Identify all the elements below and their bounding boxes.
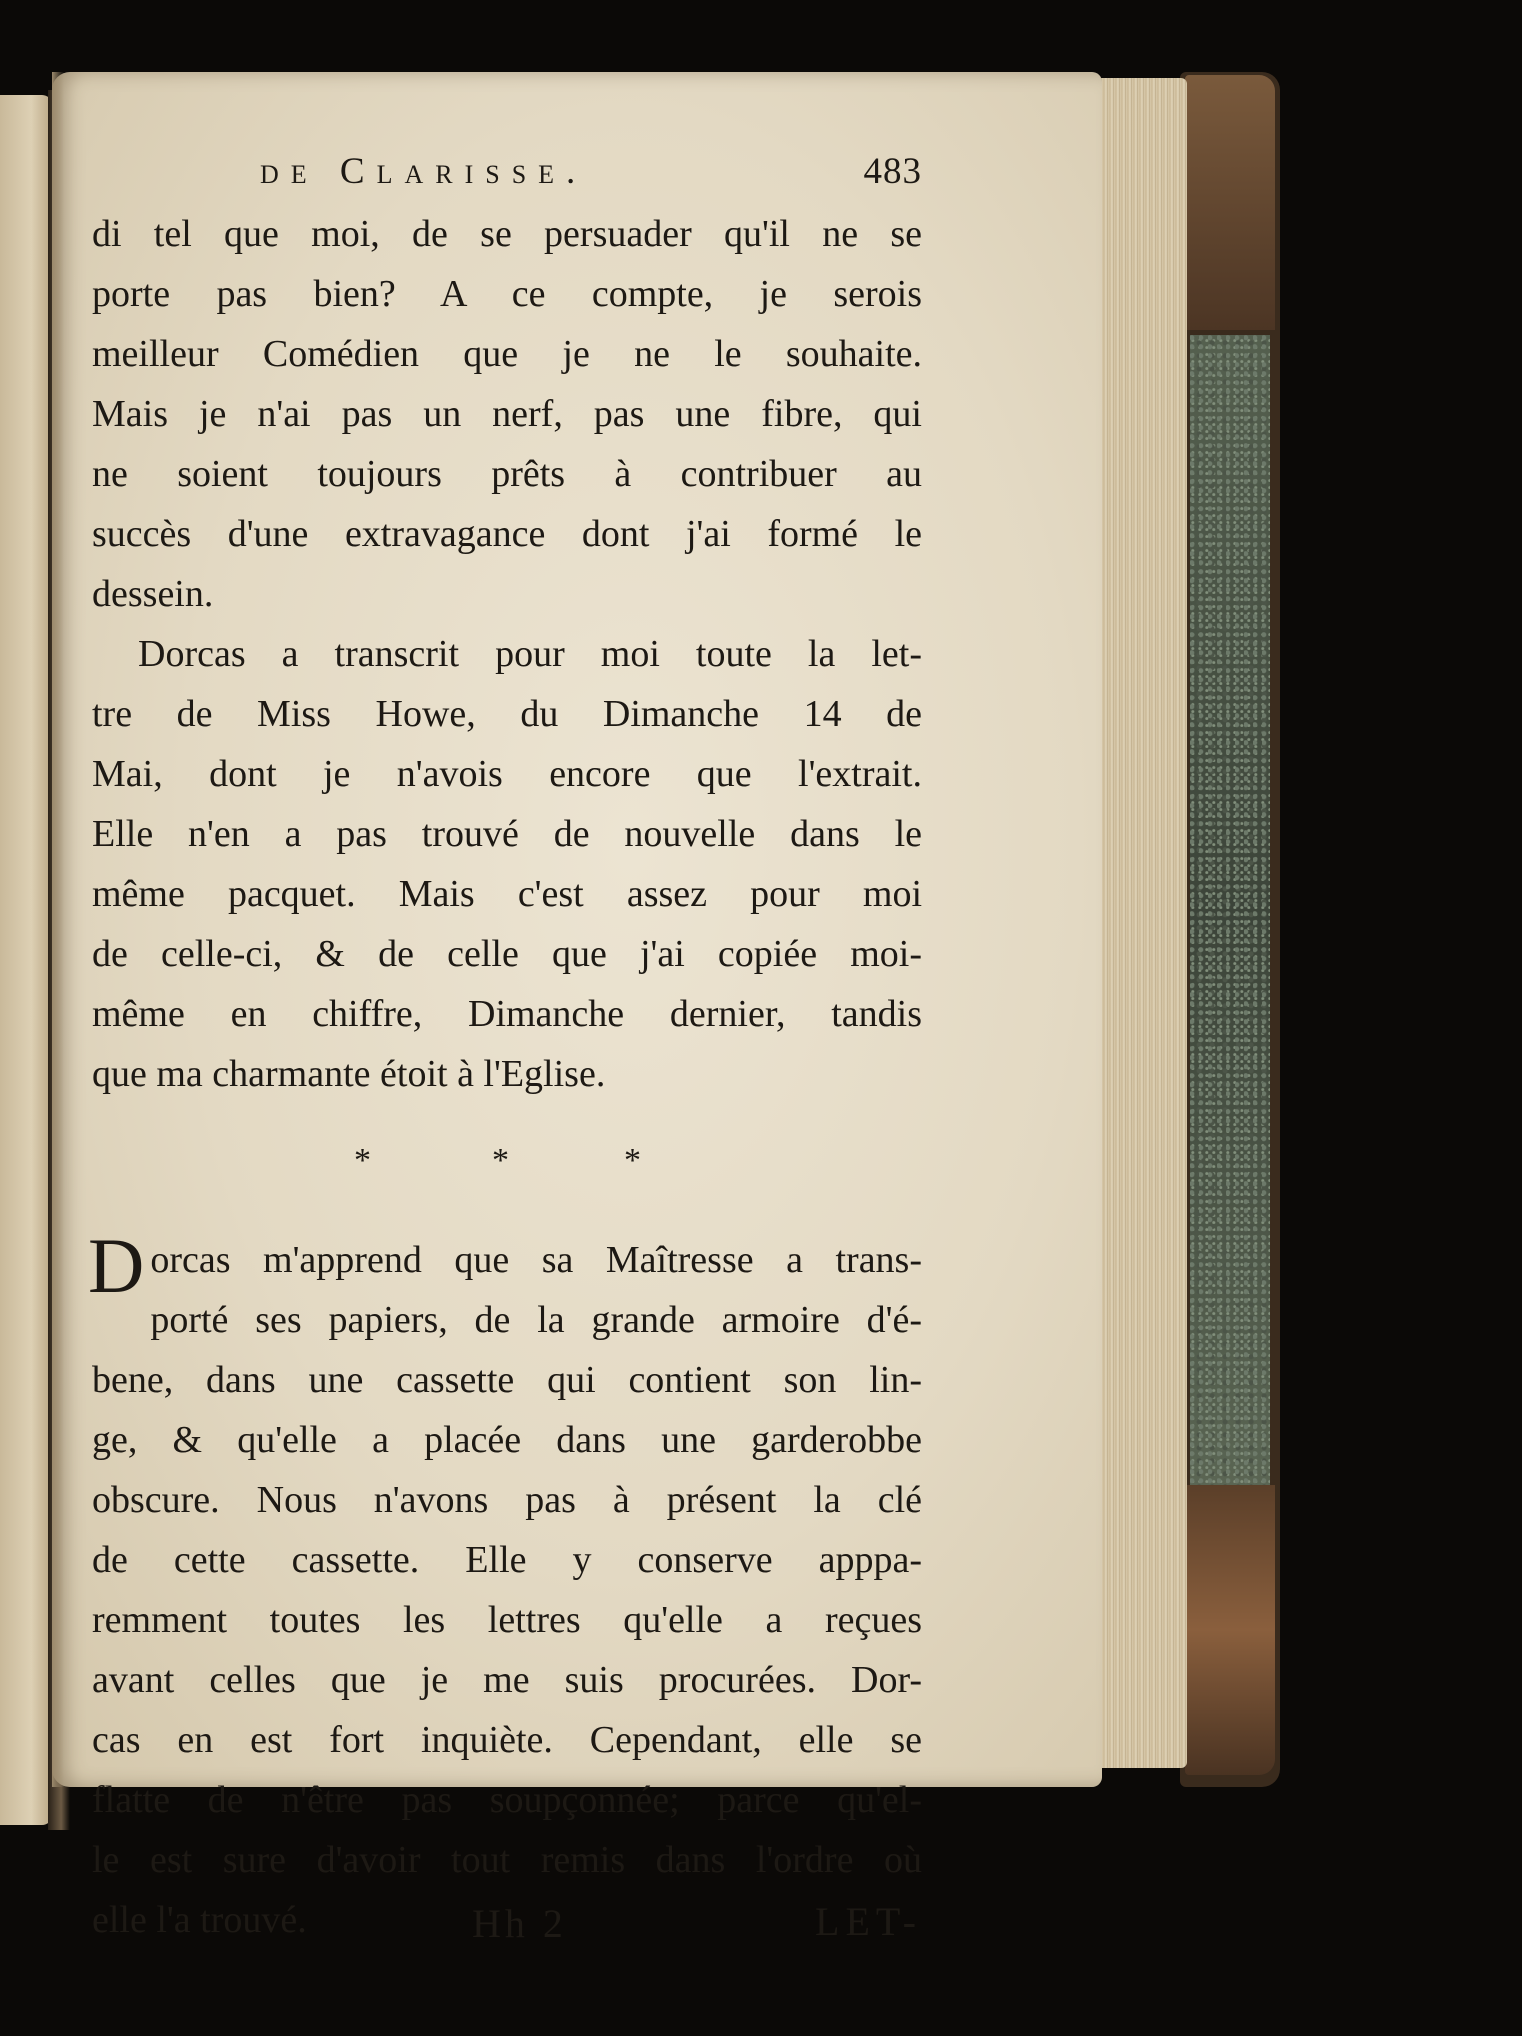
asterisk: * xyxy=(492,1142,509,1179)
text-line: même pacquet. Mais c'est assez pour moi xyxy=(92,873,922,915)
text-line: le est sure d'avoir tout remis dans l'ordre où xyxy=(92,1839,922,1881)
text-line: que ma charmante étoit à l'Eglise. xyxy=(92,1053,606,1095)
text-line: Elle n'en a pas trouvé de nouvelle dans le xyxy=(92,813,922,855)
text-line: porte pas bien? A ce compte, je serois xyxy=(92,273,922,315)
text-line: bene, dans une cassette qui contient son lin- xyxy=(92,1359,922,1401)
text-line: ge, & qu'elle a placée dans une garderobbe xyxy=(92,1419,922,1461)
cover-leather-top xyxy=(1185,75,1275,330)
section-separator xyxy=(92,1142,922,1192)
text-line: dessein. xyxy=(92,573,214,615)
signature-mark: Hh 2 xyxy=(472,1901,567,1946)
final-line-row xyxy=(92,1890,922,1950)
drop-cap: D xyxy=(88,1222,145,1309)
text-line: meilleur Comédien que je ne le souhaite. xyxy=(92,333,922,375)
cover-marbled-paper xyxy=(1190,335,1270,1485)
text-line: même en chiffre, Dimanche dernier, tandis xyxy=(92,993,922,1035)
paragraph-3 xyxy=(88,1222,922,1890)
asterisk: * xyxy=(624,1142,641,1179)
catchword: LET- xyxy=(815,1899,922,1944)
running-head xyxy=(92,150,922,198)
text-line: succès d'une extravagance dont j'ai formé le xyxy=(92,513,922,555)
text-line: porté ses papiers, de la grande armoire d'é- xyxy=(150,1299,922,1341)
text-line: ne soient toujours prêts à contribuer au xyxy=(92,453,922,495)
paragraph-2 xyxy=(92,624,922,1104)
text-line: Dorcas a transcrit pour moi toute la let- xyxy=(138,633,922,675)
paragraph-1 xyxy=(92,204,922,624)
text-line: de celle-ci, & de celle que j'ai copiée moi- xyxy=(92,933,922,975)
text-line: avant celles que je me suis procurées. Dor- xyxy=(92,1659,922,1701)
page-text xyxy=(88,150,922,1950)
left-page-edge xyxy=(0,95,52,1825)
asterisk: * xyxy=(354,1142,371,1179)
running-head-title: de Clarisse. xyxy=(260,151,588,192)
text-line: cas en est fort inquiète. Cependant, elle se xyxy=(92,1719,922,1761)
text-line: flatte de n'être pas soupçonnée; parce qu'el- xyxy=(92,1779,922,1821)
text-line: di tel que moi, de se persuader qu'il ne se xyxy=(92,213,922,255)
text-line: Mais je n'ai pas un nerf, pas une fibre, qui xyxy=(92,393,922,435)
text-line: elle l'a trouvé. xyxy=(92,1899,307,1941)
text-line: obscure. Nous n'avons pas à présent la clé xyxy=(92,1479,922,1521)
text-line: remment toutes les lettres qu'elle a reçues xyxy=(92,1599,922,1641)
text-line: de cette cassette. Elle y conserve apppa- xyxy=(92,1539,922,1581)
page-binding-shadow xyxy=(52,72,64,1787)
cover-leather-bottom xyxy=(1185,1485,1275,1775)
text-line: tre de Miss Howe, du Dimanche 14 de xyxy=(92,693,922,735)
text-line: Mai, dont je n'avois encore que l'extrait. xyxy=(92,753,922,795)
text-line: orcas m'apprend que sa Maîtresse a trans- xyxy=(150,1239,922,1281)
page-number: 483 xyxy=(863,151,922,192)
